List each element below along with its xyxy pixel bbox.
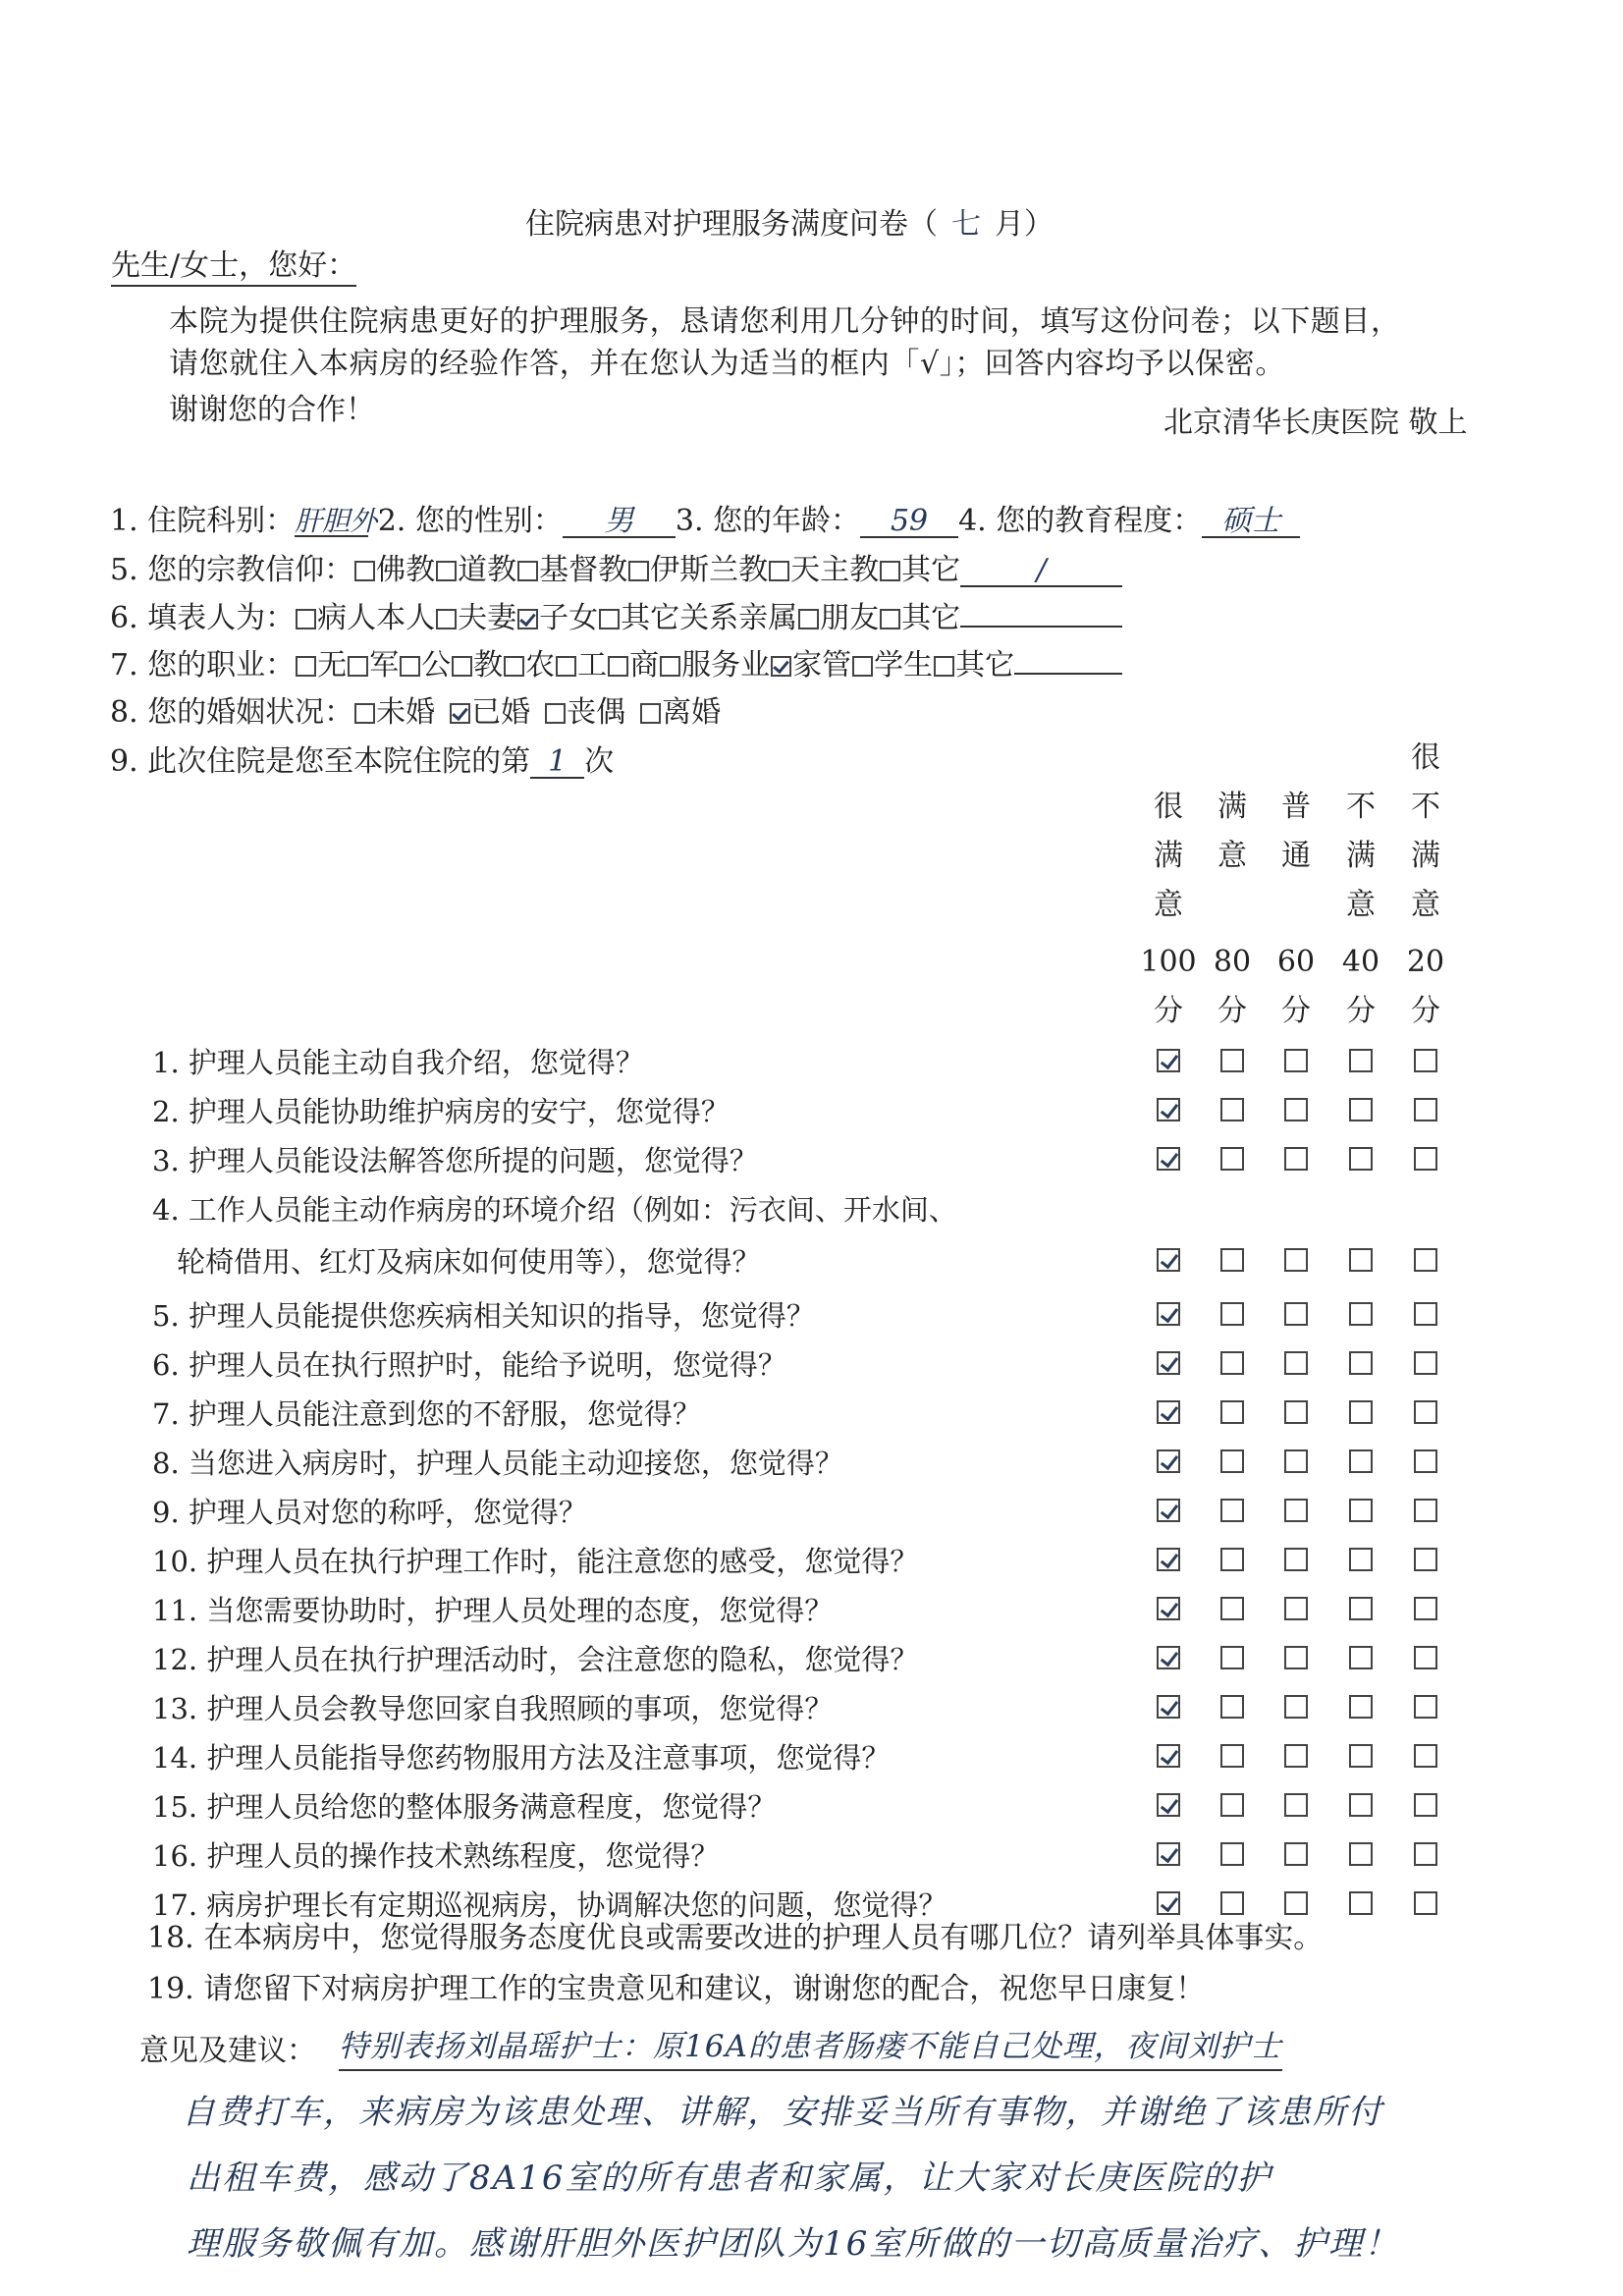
option-q6-5[interactable]: [879, 601, 960, 635]
rating-checkbox[interactable]: [1349, 1351, 1373, 1375]
intro-line-1: 本院为提供住院病患更好的护理服务，恳请您利用几分钟的时间，填写这份问卷；以下题目，: [169, 304, 1401, 339]
option-label: 家管: [792, 648, 852, 683]
rating-checkbox[interactable]: [1284, 1548, 1308, 1571]
rating-checkbox[interactable]: [1284, 1400, 1308, 1424]
rating-checkbox[interactable]: [1220, 1449, 1244, 1473]
checkbox[interactable]: [296, 656, 316, 677]
opinion-line-2[interactable]: 自费打车，来病房为该患处理、讲解，安排妥当所有事物，并谢绝了该患所付: [182, 2093, 1383, 2132]
rating-checkbox[interactable]: [1157, 1646, 1180, 1669]
rating-checkbox[interactable]: [1220, 1248, 1244, 1272]
intro-line-3: 谢谢您的合作！: [169, 393, 375, 427]
scale-unit: 分: [1281, 994, 1311, 1028]
admission-count-field[interactable]: 1: [530, 747, 584, 779]
occupation-other-field[interactable]: [1014, 673, 1122, 675]
scale-label-char: 意: [1217, 839, 1247, 873]
checkbox[interactable]: [556, 656, 576, 677]
question-text: 3. 护理人员能设法解答您所提的问题，您觉得？: [152, 1144, 758, 1177]
rating-checkbox[interactable]: [1157, 1597, 1180, 1620]
rating-checkbox[interactable]: [1414, 1891, 1437, 1915]
rating-checkbox[interactable]: [1414, 1449, 1437, 1473]
filler-row: [110, 593, 1122, 636]
rating-checkbox[interactable]: [1220, 1695, 1244, 1719]
rating-checkbox[interactable]: [1284, 1793, 1308, 1817]
rating-checkbox[interactable]: [1349, 1842, 1373, 1866]
admission-count-label: 9. 此次住院是您至本院住院的第: [110, 744, 531, 779]
question-text: 4. 工作人员能主动作病房的环境介绍（例如：污衣间、开水间、: [152, 1193, 957, 1227]
checkbox[interactable]: [296, 609, 316, 629]
month-value: 七: [951, 207, 981, 242]
rating-checkbox[interactable]: [1220, 1793, 1244, 1817]
option-q5-3[interactable]: [627, 553, 768, 587]
checkbox[interactable]: [436, 561, 457, 581]
rating-checkbox[interactable]: [1284, 1842, 1308, 1866]
rating-checkbox[interactable]: [1157, 1793, 1180, 1817]
rating-checkbox[interactable]: [1349, 1548, 1373, 1571]
occupation-row: [110, 640, 1122, 683]
option-q5-0[interactable]: [353, 553, 435, 587]
option-label: 道教: [458, 553, 517, 587]
question-text: 14. 护理人员能指导您药物服用方法及注意事项，您觉得？: [152, 1741, 891, 1775]
gender-field[interactable]: 男: [563, 507, 676, 538]
option-label: 佛教: [376, 553, 436, 587]
checkbox[interactable]: [348, 656, 368, 677]
scale-label-char: 普: [1281, 790, 1311, 824]
option-q6-4[interactable]: [797, 601, 879, 635]
rating-checkbox[interactable]: [1414, 1248, 1437, 1272]
checkbox[interactable]: [880, 609, 900, 629]
option-label: 子女: [539, 601, 599, 635]
checkbox[interactable]: [880, 561, 900, 581]
opinion-line-4[interactable]: 理服务敬佩有加。感谢肝胆外医护团队为16室所做的一切高质量治疗、护理！: [187, 2224, 1400, 2264]
option-q8-1[interactable]: [449, 695, 530, 730]
rating-checkbox[interactable]: [1220, 1891, 1244, 1915]
checkbox[interactable]: [660, 656, 680, 677]
option-label: 伊斯兰教: [650, 553, 769, 587]
rating-checkbox[interactable]: [1349, 1302, 1373, 1326]
rating-checkbox[interactable]: [1414, 1744, 1437, 1768]
marital-label: 8. 您的婚姻状况：: [110, 695, 354, 730]
rating-checkbox[interactable]: [1349, 1646, 1373, 1669]
option-q8-2[interactable]: [544, 695, 625, 730]
option-label: 其它: [901, 601, 961, 635]
rating-checkbox[interactable]: [1157, 1744, 1180, 1768]
checkbox[interactable]: [798, 609, 819, 629]
scale-label-char: 满: [1154, 839, 1183, 873]
scale-label-char: 很: [1154, 790, 1183, 824]
religion-label: 5. 您的宗教信仰：: [110, 553, 354, 587]
rating-checkbox[interactable]: [1349, 1744, 1373, 1768]
rating-checkbox[interactable]: [1220, 1400, 1244, 1424]
option-label: 丧偶: [567, 695, 626, 730]
opinion-label: 意见及建议：: [139, 2034, 316, 2068]
question-text: 10. 护理人员在执行护理工作时，能注意您的感受，您觉得？: [152, 1545, 919, 1578]
rating-checkbox[interactable]: [1220, 1302, 1244, 1326]
rating-checkbox[interactable]: [1414, 1646, 1437, 1669]
option-label: 其它: [901, 553, 961, 587]
question-19: 19. 请您留下对病房护理工作的宝贵意见和建议，谢谢您的配合，祝您早日康复！: [147, 1972, 1206, 2006]
option-q7-7[interactable]: [659, 648, 770, 683]
option-q8-0[interactable]: [353, 695, 435, 730]
question-text-continued: 轮椅借用、红灯及病床如何使用等），您觉得？: [177, 1245, 761, 1279]
question-text: 2. 护理人员能协助维护病房的安宁，您觉得？: [152, 1095, 730, 1128]
rating-checkbox[interactable]: [1157, 1302, 1180, 1326]
age-label: 3. 您的年龄：: [675, 504, 861, 538]
checkbox[interactable]: [852, 656, 873, 677]
option-q8-3[interactable]: [639, 695, 721, 730]
rating-checkbox[interactable]: [1284, 1597, 1308, 1620]
scale-unit: 分: [1346, 994, 1376, 1028]
option-q6-0[interactable]: [295, 601, 435, 635]
option-q7-10[interactable]: [933, 648, 1014, 683]
option-q5-1[interactable]: [435, 553, 516, 587]
option-label: 商: [629, 648, 660, 683]
checkbox[interactable]: [517, 609, 538, 629]
rating-checkbox[interactable]: [1220, 1646, 1244, 1669]
rating-checkbox[interactable]: [1157, 1548, 1180, 1571]
rating-checkbox[interactable]: [1157, 1248, 1180, 1272]
rating-checkbox[interactable]: [1284, 1891, 1308, 1915]
rating-checkbox[interactable]: [1284, 1248, 1308, 1272]
rating-checkbox[interactable]: [1284, 1499, 1308, 1522]
checkbox[interactable]: [504, 656, 524, 677]
scale-label-char: 意: [1346, 888, 1376, 922]
marital-row: [110, 687, 721, 731]
scale-unit: 分: [1217, 994, 1247, 1028]
rating-checkbox[interactable]: [1220, 1499, 1244, 1522]
option-label: 学生: [874, 648, 934, 683]
option-label: 服务业: [681, 648, 771, 683]
rating-checkbox[interactable]: [1414, 1049, 1437, 1072]
rating-checkbox[interactable]: [1284, 1744, 1308, 1768]
checkbox[interactable]: [450, 703, 470, 724]
option-label: 未婚: [376, 695, 436, 730]
rating-checkbox[interactable]: [1284, 1302, 1308, 1326]
rating-checkbox[interactable]: [1284, 1098, 1308, 1121]
rating-checkbox[interactable]: [1157, 1400, 1180, 1424]
option-q7-3[interactable]: [451, 648, 503, 683]
rating-checkbox[interactable]: [1414, 1597, 1437, 1620]
checkbox[interactable]: [400, 656, 420, 677]
rating-checkbox[interactable]: [1349, 1049, 1373, 1072]
rating-checkbox[interactable]: [1157, 1449, 1180, 1473]
rating-checkbox[interactable]: [1220, 1049, 1244, 1072]
scale-label-char: 满: [1217, 790, 1247, 824]
scale-score: 80: [1213, 945, 1252, 979]
basic-info-line-1: [110, 496, 1300, 539]
rating-checkbox[interactable]: [1284, 1351, 1308, 1375]
option-q7-0[interactable]: [295, 648, 347, 683]
option-label: 离婚: [662, 695, 722, 730]
checkbox[interactable]: [545, 703, 566, 724]
opinion-line-1[interactable]: 特别表扬刘晶瑶护士：原16A的患者肠瘘不能自己处理，夜间刘护士: [339, 2021, 1282, 2071]
rating-checkbox[interactable]: [1414, 1351, 1437, 1375]
rating-checkbox[interactable]: [1414, 1499, 1437, 1522]
rating-checkbox[interactable]: [1284, 1449, 1308, 1473]
option-q7-5[interactable]: [555, 648, 607, 683]
scale-score: 100: [1140, 945, 1197, 979]
question-text: 17. 病房护理长有定期巡视病房，协调解决您的问题，您觉得？: [152, 1888, 947, 1922]
question-text: 8. 当您进入病房时，护理人员能主动迎接您，您觉得？: [152, 1447, 843, 1480]
option-q6-2[interactable]: [516, 601, 598, 635]
rating-checkbox[interactable]: [1349, 1499, 1373, 1522]
rating-checkbox[interactable]: [1157, 1147, 1180, 1171]
option-q7-6[interactable]: [607, 648, 659, 683]
religion-other-field[interactable]: /: [960, 556, 1122, 587]
question-text: 13. 护理人员会教导您回家自我照顾的事项，您觉得？: [152, 1692, 834, 1725]
title-prefix: 住院病患对护理服务满度问卷（: [525, 207, 938, 242]
occupation-label: 7. 您的职业：: [110, 648, 296, 683]
option-label: 基督教: [539, 553, 628, 587]
rating-checkbox[interactable]: [1284, 1646, 1308, 1669]
rating-checkbox[interactable]: [1157, 1049, 1180, 1072]
rating-checkbox[interactable]: [1220, 1548, 1244, 1571]
rating-checkbox[interactable]: [1284, 1695, 1308, 1719]
option-q7-2[interactable]: [399, 648, 451, 683]
rating-checkbox[interactable]: [1157, 1351, 1180, 1375]
option-label: 朋友: [820, 601, 880, 635]
option-label: 已婚: [471, 695, 531, 730]
question-text: 9. 护理人员对您的称呼，您觉得？: [152, 1496, 587, 1529]
option-label: 病人本人: [317, 601, 436, 635]
scale-label-char: 不: [1411, 790, 1440, 824]
scale-score: 40: [1341, 945, 1380, 979]
admission-count-suffix: 次: [584, 744, 615, 779]
scale-unit: 分: [1154, 994, 1183, 1028]
checkbox[interactable]: [354, 703, 375, 724]
filler-other-field[interactable]: [960, 626, 1122, 628]
religion-row: [110, 545, 1122, 588]
option-label: 教: [473, 648, 504, 683]
option-label: 其它: [955, 648, 1015, 683]
rating-checkbox[interactable]: [1414, 1098, 1437, 1121]
checkbox[interactable]: [452, 656, 472, 677]
question-text: 6. 护理人员在执行照护时，能给予说明，您觉得？: [152, 1348, 786, 1382]
rating-checkbox[interactable]: [1157, 1098, 1180, 1121]
option-q5-2[interactable]: [516, 553, 627, 587]
rating-checkbox[interactable]: [1349, 1449, 1373, 1473]
rating-checkbox[interactable]: [1220, 1744, 1244, 1768]
title-suffix: 月）: [995, 207, 1054, 242]
option-label: 夫妻: [458, 601, 517, 635]
rating-checkbox[interactable]: [1414, 1548, 1437, 1571]
rating-checkbox[interactable]: [1220, 1351, 1244, 1375]
checkbox[interactable]: [628, 561, 649, 581]
rating-checkbox[interactable]: [1157, 1891, 1180, 1915]
scale-unit: 分: [1411, 994, 1440, 1028]
age-field[interactable]: 59: [860, 507, 958, 538]
question-text: 15. 护理人员给您的整体服务满意程度，您觉得？: [152, 1790, 777, 1824]
greeting: 先生/女士，您好：: [111, 241, 356, 287]
option-q7-1[interactable]: [347, 648, 399, 683]
checkbox[interactable]: [599, 609, 620, 629]
rating-checkbox[interactable]: [1349, 1248, 1373, 1272]
question-text: 11. 当您需要协助时，护理人员处理的态度，您觉得？: [152, 1594, 834, 1627]
question-text: 5. 护理人员能提供您疾病相关知识的指导，您觉得？: [152, 1299, 815, 1333]
rating-checkbox[interactable]: [1414, 1793, 1437, 1817]
checkbox[interactable]: [934, 656, 954, 677]
option-q6-1[interactable]: [435, 601, 516, 635]
question-18: 18. 在本病房中，您觉得服务态度优良或需要改进的护理人员有哪几位？请列举具体事实。: [147, 1921, 1324, 1955]
rating-checkbox[interactable]: [1284, 1147, 1308, 1171]
option-label: 无: [317, 648, 348, 683]
scale-label-char: 意: [1411, 888, 1440, 922]
checkbox[interactable]: [771, 656, 791, 677]
education-field[interactable]: 硕士: [1202, 507, 1300, 538]
rating-checkbox[interactable]: [1349, 1891, 1373, 1915]
option-label: 公: [421, 648, 452, 683]
rating-checkbox[interactable]: [1220, 1147, 1244, 1171]
intro-line-2: 请您就住入本病房的经验作答，并在您认为适当的框内「√」；回答内容均予以保密。: [169, 347, 1285, 381]
scale-label-char: 不: [1346, 790, 1376, 824]
option-q7-9[interactable]: [851, 648, 933, 683]
checkbox[interactable]: [354, 561, 375, 581]
question-text: 12. 护理人员在执行护理活动时，会注意您的隐私，您觉得？: [152, 1643, 919, 1676]
checkbox[interactable]: [436, 609, 457, 629]
department-field[interactable]: 肝胆外: [295, 505, 378, 537]
rating-checkbox[interactable]: [1349, 1597, 1373, 1620]
option-q5-5[interactable]: [879, 553, 960, 587]
rating-checkbox[interactable]: [1414, 1695, 1437, 1719]
rating-checkbox[interactable]: [1157, 1695, 1180, 1719]
option-q7-4[interactable]: [503, 648, 555, 683]
option-label: 农: [525, 648, 556, 683]
rating-checkbox[interactable]: [1220, 1842, 1244, 1866]
scale-label-char: 很: [1411, 740, 1440, 775]
option-label: 天主教: [790, 553, 880, 587]
scale-label-char: 满: [1346, 839, 1376, 873]
rating-checkbox[interactable]: [1284, 1049, 1308, 1072]
option-q7-8[interactable]: [770, 648, 851, 683]
question-text: 1. 护理人员能主动自我介绍，您觉得？: [152, 1046, 644, 1079]
rating-checkbox[interactable]: [1349, 1793, 1373, 1817]
question-text: 7. 护理人员能注意到您的不舒服，您觉得？: [152, 1397, 701, 1431]
rating-checkbox[interactable]: [1349, 1147, 1373, 1171]
education-label: 4. 您的教育程度：: [958, 504, 1203, 538]
rating-checkbox[interactable]: [1349, 1098, 1373, 1121]
scale-score: 60: [1276, 945, 1316, 979]
checkbox[interactable]: [608, 656, 628, 677]
option-label: 军: [369, 648, 400, 683]
filler-label: 6. 填表人为：: [110, 601, 296, 635]
scale-label-char: 意: [1154, 888, 1183, 922]
checkbox[interactable]: [769, 561, 789, 581]
scale-label-char: 满: [1411, 839, 1440, 873]
rating-checkbox[interactable]: [1414, 1302, 1437, 1326]
checkbox[interactable]: [517, 561, 538, 581]
opinion-line-3[interactable]: 出租车费，感动了8A16室的所有患者和家属，让大家对长庚医院的护: [187, 2159, 1272, 2198]
rating-checkbox[interactable]: [1349, 1400, 1373, 1424]
rating-checkbox[interactable]: [1349, 1695, 1373, 1719]
rating-checkbox[interactable]: [1414, 1842, 1437, 1866]
option-label: 工: [577, 648, 608, 683]
rating-checkbox[interactable]: [1414, 1400, 1437, 1424]
rating-checkbox[interactable]: [1220, 1597, 1244, 1620]
rating-checkbox[interactable]: [1157, 1499, 1180, 1522]
gender-label: 2. 您的性别：: [377, 504, 563, 538]
checkbox[interactable]: [640, 703, 661, 724]
question-text: 16. 护理人员的操作技术熟练程度，您觉得？: [152, 1839, 720, 1873]
rating-checkbox[interactable]: [1414, 1147, 1437, 1171]
rating-checkbox[interactable]: [1220, 1098, 1244, 1121]
signature: 北京清华长庚医院 敬上: [1163, 406, 1468, 440]
department-label: 1. 住院科别：: [110, 504, 296, 538]
admission-count-row: [110, 737, 614, 780]
option-q5-4[interactable]: [768, 553, 879, 587]
option-q6-3[interactable]: [598, 601, 797, 635]
form-title: [525, 199, 1054, 243]
option-label: 其它关系亲属: [621, 601, 798, 635]
scale-score: 20: [1406, 945, 1445, 979]
rating-checkbox[interactable]: [1157, 1842, 1180, 1866]
scale-label-char: 通: [1281, 839, 1311, 873]
